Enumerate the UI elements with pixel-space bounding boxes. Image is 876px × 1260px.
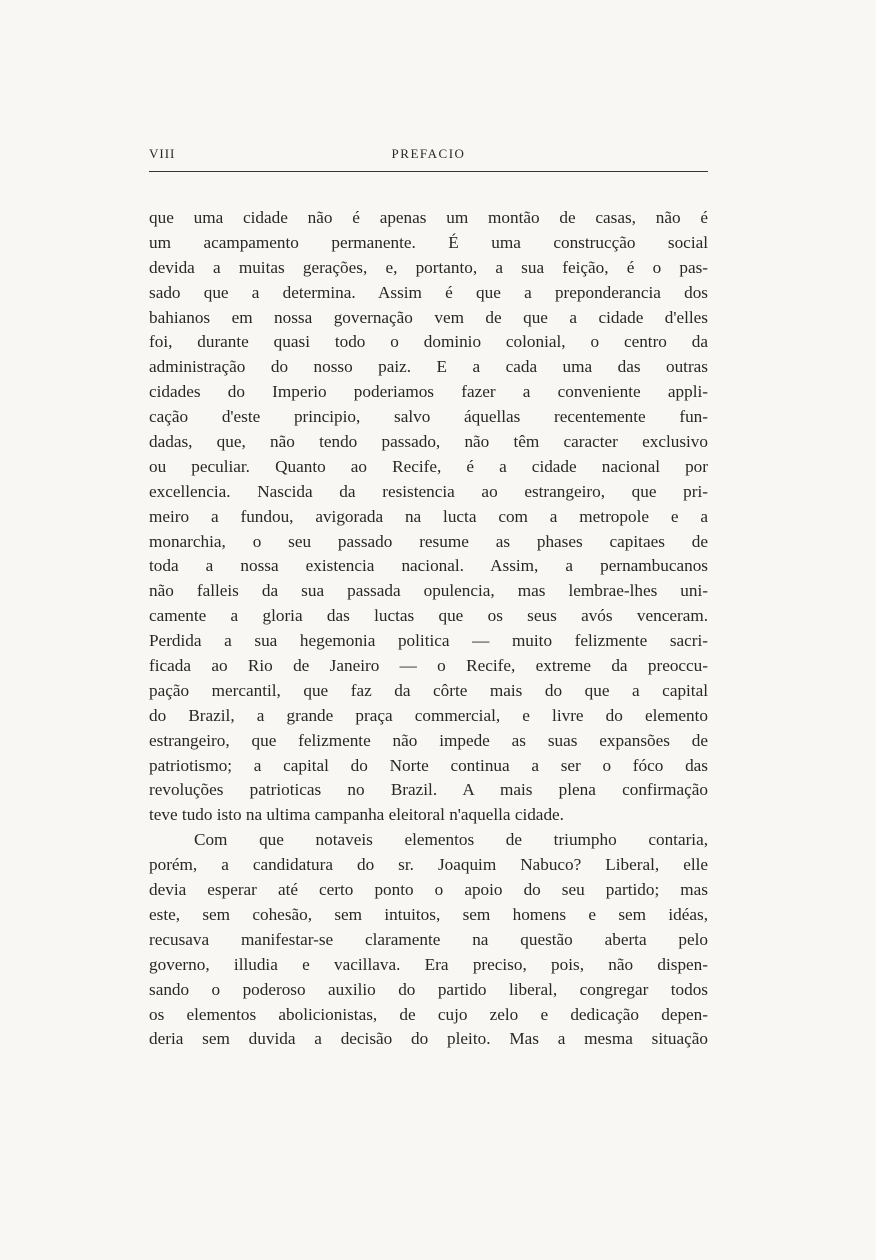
- text-line: do Brazil, a grande praça commercial, e livre do elemento: [149, 705, 708, 725]
- text-line: sando o poderoso auxilio do partido liberal, congregar todos: [149, 979, 708, 999]
- paragraph: [149, 828, 708, 1052]
- text-line: bahianos em nossa governação vem de que a cidade d'elles: [149, 307, 708, 327]
- text-line: não falleis da sua passada opulencia, mas lembrae-lhes uni-: [149, 581, 708, 601]
- paragraph: [149, 206, 708, 828]
- text-line: administração do nosso paiz. E a cada uma das outras: [149, 357, 708, 377]
- text-line: governo, illudia e vacillava. Era preciso, pois, não dispen-: [149, 954, 708, 974]
- text-line: toda a nossa existencia nacional. Assim, a pernambucanos: [149, 556, 708, 576]
- text-line: cação d'este principio, salvo áquellas recentemente fun-: [149, 407, 708, 427]
- text-line: camente a gloria das luctas que os seus avós venceram.: [149, 606, 708, 626]
- text-line: porém, a candidatura do sr. Joaquim Nabuco? Liberal, elle: [149, 855, 708, 875]
- text-line: deria sem duvida a decisão do pleito. Mas a mesma situação: [149, 1029, 708, 1049]
- text-line: meiro a fundou, avigorada na lucta com a metropole e a: [149, 506, 708, 526]
- text-line: excellencia. Nascida da resistencia ao estrangeiro, que pri-: [149, 481, 708, 501]
- text-line: dadas, que, não tendo passado, não têm caracter exclusivo: [149, 432, 708, 452]
- running-head: [149, 146, 708, 166]
- text-line: que uma cidade não é apenas um montão de casas, não é: [149, 208, 708, 227]
- text-line: ou peculiar. Quanto ao Recife, é a cidade nacional por: [149, 456, 708, 476]
- text-line: pação mercantil, que faz da côrte mais do que a capital: [149, 680, 708, 700]
- header-rule: [149, 171, 708, 172]
- text-line: Com que notaveis elementos de triumpho contaria,: [194, 830, 708, 850]
- text-line: este, sem cohesão, sem intuitos, sem homens e sem idéas,: [149, 904, 708, 924]
- text-line: estrangeiro, que felizmente não impede as suas expansões de: [149, 730, 708, 750]
- text-line: devia esperar até certo ponto o apoio do seu partido; mas: [149, 880, 708, 900]
- text-line: os elementos abolicionistas, de cujo zelo e dedicação depen-: [149, 1004, 708, 1024]
- page-number: VIII: [149, 146, 176, 161]
- text-line: cidades do Imperio poderiamos fazer a conveniente appli-: [149, 382, 708, 402]
- text-line: Perdida a sua hegemonia politica — muito felizmente sacri-: [149, 631, 708, 651]
- running-title: PREFACIO: [391, 146, 466, 161]
- body-text: [149, 206, 708, 1052]
- text-line: revoluções patrioticas no Brazil. A mais plena confirmação: [149, 780, 708, 800]
- text-line: um acampamento permanente. É uma construcção social: [149, 232, 708, 252]
- text-line: patriotismo; a capital do Norte continua a ser o fóco das: [149, 755, 708, 775]
- text-line: monarchia, o seu passado resume as phases capitaes de: [149, 531, 708, 551]
- text-line: ficada ao Rio de Janeiro — o Recife, extreme da preoccu-: [149, 656, 708, 676]
- text-line: devida a muitas gerações, e, portanto, a sua feição, é o pas-: [149, 257, 708, 277]
- text-line: recusava manifestar-se claramente na questão aberta pelo: [149, 929, 708, 949]
- text-line: foi, durante quasi todo o dominio colonial, o centro da: [149, 332, 708, 352]
- text-line: sado que a determina. Assim é que a preponderancia dos: [149, 282, 708, 302]
- text-line: teve tudo isto na ultima campanha eleitoral n'aquella cidade.: [149, 805, 564, 825]
